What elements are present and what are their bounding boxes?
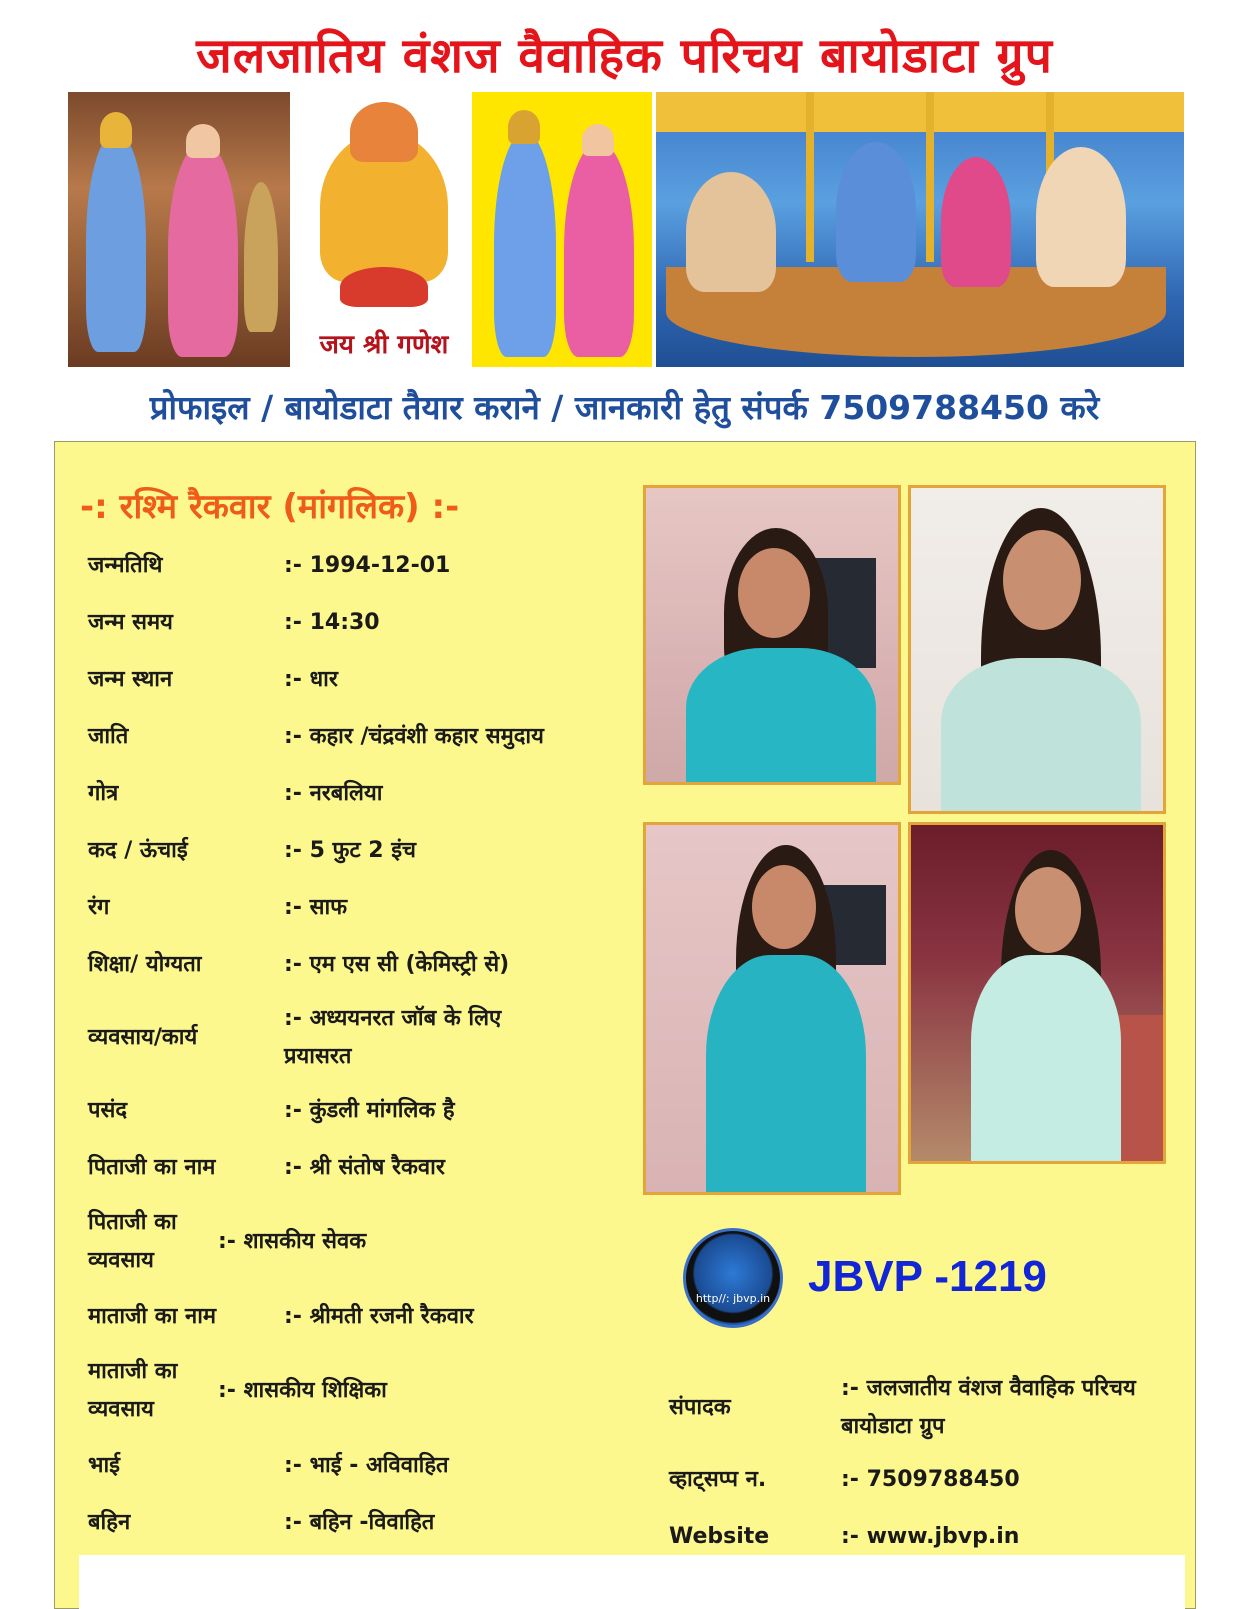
detail-row-mother-name (88, 1288, 648, 1345)
detail-value: :- शासकीय शिक्षिका (218, 1378, 387, 1403)
whatsapp-label: व्हाट्सप्प न. (669, 1466, 767, 1492)
detail-value: :- भाई - अविवाहित (284, 1452, 449, 1478)
editor-row (669, 1365, 1189, 1451)
header-title: जलजातिय वंशज वैवाहिक परिचय बायोडाटा ग्रुप (196, 28, 1053, 84)
detail-value: :- कुंडली मांगलिक है (284, 1097, 455, 1123)
detail-label: पसंद (88, 1097, 128, 1123)
candidate-photo-1 (643, 485, 901, 785)
detail-value: :- कहार /चंद्रवंशी कहार समुदाय (284, 723, 544, 749)
detail-label: माताजी का व्यवसाय (88, 1359, 178, 1422)
detail-row-birth-time (88, 594, 648, 651)
detail-label: रंग (88, 894, 110, 920)
detail-value: :- धार (284, 666, 338, 692)
detail-value: :- बहिन -विवाहित (284, 1509, 435, 1535)
editor-value: :- जलजातीय वंशज वैवाहिक परिचय बायोडाटा ग्रुप (841, 1376, 1136, 1439)
editor-details (669, 1365, 1189, 1565)
website-label: Website (669, 1523, 770, 1549)
jbvp-logo-icon (683, 1228, 783, 1328)
detail-label: जन्मतिथि (88, 552, 163, 578)
detail-row-dob (88, 537, 648, 594)
detail-row-height (88, 822, 648, 879)
detail-value: :- एम एस सी (केमिस्ट्री से) (284, 951, 510, 977)
detail-label: शिक्षा/ योग्यता (88, 951, 202, 977)
detail-row-brother (88, 1437, 648, 1494)
ganesh-caption: जय श्री गणेश (319, 330, 449, 360)
whatsapp-row (669, 1451, 1189, 1508)
detail-value: :- श्री संतोष रैकवार (284, 1154, 445, 1180)
detail-label: पिताजी का व्यवसाय (88, 1210, 177, 1273)
detail-value: :- शासकीय सेवक (218, 1229, 367, 1254)
detail-row-father-occupation (88, 1196, 648, 1288)
profile-details (88, 537, 648, 1551)
banner-image-ram-sita-yellow (472, 92, 652, 367)
detail-value: :- अध्ययनरत जॉब के लिए प्रयासरत (284, 1005, 502, 1069)
candidate-photo-4 (908, 822, 1166, 1164)
detail-value: :- 14:30 (284, 609, 380, 635)
candidate-photo-2 (908, 485, 1166, 814)
banner-image-boat (656, 92, 1184, 367)
editor-label: संपादक (669, 1395, 731, 1420)
detail-value: :- 1994-12-01 (284, 552, 451, 578)
detail-row-sister (88, 1494, 648, 1551)
detail-row-caste (88, 708, 648, 765)
contact-line: प्रोफाइल / बायोडाटा तैयार कराने / जानकारी हेतु संपर्क 7509788450 करे (149, 388, 1100, 427)
whatsapp-value: :- 7509788450 (841, 1466, 1020, 1492)
profile-code: JBVP -1219 (808, 1252, 1047, 1301)
detail-row-gotra (88, 765, 648, 822)
detail-value: :- साफ (284, 894, 348, 920)
detail-row-birth-place (88, 651, 648, 708)
detail-label: भाई (88, 1452, 120, 1478)
detail-row-occupation (88, 993, 648, 1082)
website-value: :- www.jbvp.in (841, 1523, 1020, 1549)
detail-label: माताजी का नाम (88, 1303, 217, 1329)
detail-row-preference (88, 1082, 648, 1139)
banner-image-ram-sita (68, 92, 290, 367)
bottom-blank-area (79, 1555, 1185, 1609)
detail-label: गोत्र (88, 780, 119, 806)
detail-label: व्यवसाय/कार्य (88, 1024, 198, 1050)
detail-row-mother-occupation (88, 1345, 648, 1437)
candidate-photo-3 (643, 822, 901, 1195)
detail-value: :- 5 फुट 2 इंच (284, 837, 417, 863)
detail-label: बहिन (88, 1509, 131, 1535)
detail-value: :- नरबलिया (284, 780, 383, 806)
detail-label: जन्म समय (88, 609, 173, 635)
detail-label: जाति (88, 723, 129, 749)
candidate-name: -: रश्मि रैकवार (मांगलिक) :- (80, 487, 460, 527)
detail-value: :- श्रीमती रजनी रैकवार (284, 1303, 474, 1329)
detail-label: कद / ऊंचाई (88, 837, 188, 863)
banner-image-ganesh (296, 92, 472, 367)
detail-row-education (88, 936, 648, 993)
detail-label: जन्म स्थान (88, 666, 173, 692)
detail-row-father-name (88, 1139, 648, 1196)
detail-label: पिताजी का नाम (88, 1154, 216, 1180)
logo-url: http//: jbvp.in (695, 1292, 771, 1305)
detail-row-complexion (88, 879, 648, 936)
